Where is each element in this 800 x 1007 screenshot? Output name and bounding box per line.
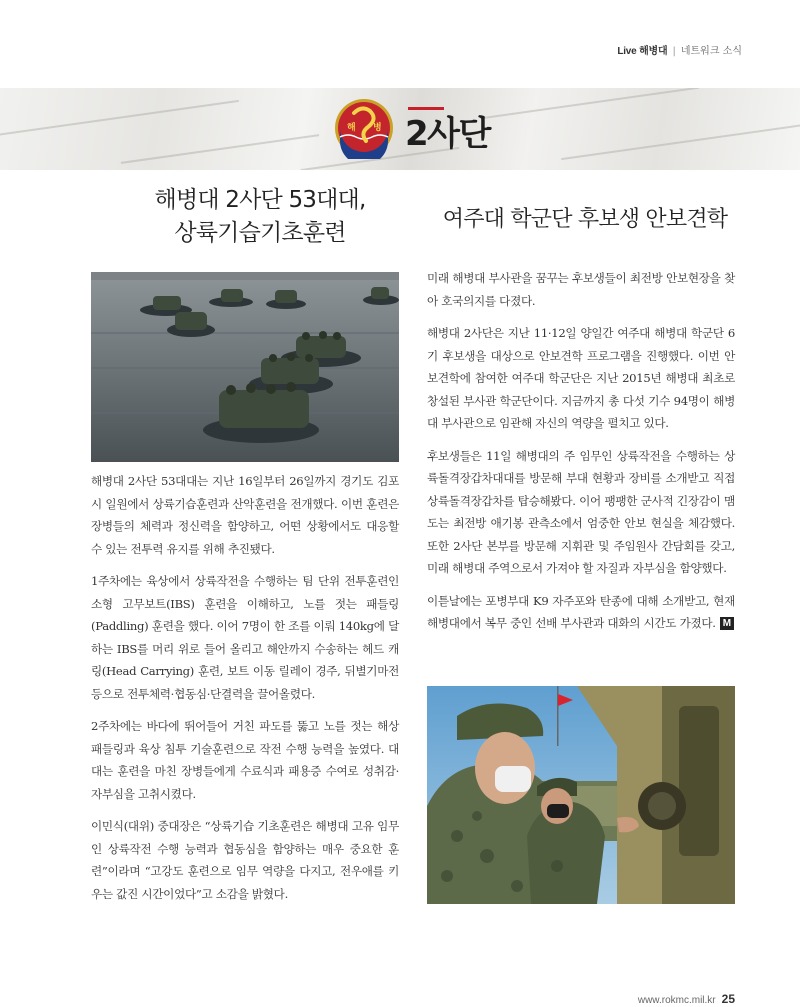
- division-title: 2사단: [405, 114, 490, 154]
- right-paragraph-1: 미래 해병대 부사관을 꿈꾸는 후보생들이 최전방 안보현장을 찾아 호국의지를 다졌다.: [427, 271, 735, 308]
- left-paragraph-1: 해병대 2사단 53대대는 지난 16일부터 26일까지 경기도 김포시 일원에서 상륙기습훈련과 산악훈련을 전개했다. 이번 훈련은 장병들의 체력과 정신력을 함양하고, 어떤 상황에서도 대응할 수 있는 전투력 유지를 위해 추진됐다.: [91, 474, 399, 556]
- emblem-text-right: 병: [373, 123, 382, 133]
- left-paragraph-4: 이민식(대위) 중대장은 “상륙기습 기초훈련은 해병대 고유 임무인 상륙작전 수행 능력과 협동심을 함양하는 매우 중요한 훈련”이라며 “고강도 훈련으로 임무 역량을 다지고, 전우애를 키우는 값진 시간이었다”고 소감을 밝혔다.: [91, 819, 399, 901]
- security-tour-photo: [427, 686, 735, 904]
- left-paragraph-2: 1주차에는 육상에서 상륙작전을 수행하는 팀 단위 전투훈련인 소형 고무보트(IBS) 훈련을 이해하고, 노를 젓는 패들링(Paddling) 훈련을 했다. 이어 7명이 한 조를 이뤄 140kg에 달하는 IBS를 머리 위로 들어 올리고 해안까지 수송하는 헤드 캐링(Head Carrying) 훈련, 보트 이동 릴레이 경주, 뒤별기마전 등으로 전투체력·협동심·단결력을 끌어올렸다.: [91, 574, 399, 701]
- right-paragraph-4-text: 이튿날에는 포병부대 K9 자주포와 탄종에 대해 소개받고, 현재 해병대에서 복무 중인 선배 부사관과 대화의 시간도 가졌다.: [427, 593, 735, 630]
- marine-division-emblem: [334, 97, 394, 159]
- page-number: 25: [721, 992, 735, 1006]
- right-article-body: [427, 267, 735, 645]
- left-paragraph-3: 2주차에는 바다에 뛰어들어 거친 파도를 뚫고 노를 젓는 해상 패들링과 육상 침투 기술훈련으로 작전 수행 능력을 높였다. 대대는 훈련을 마친 장병들에게 수료식과 패용증 수여로 성취감·자부심을 고취시켰다.: [91, 719, 399, 801]
- left-headline-line2: 상륙기습기초훈련: [174, 220, 346, 246]
- right-paragraph-2: 해병대 2사단은 지난 11·12일 양일간 여주대 해병대 학군단 6기 후보생을 대상으로 안보견학 프로그램을 진행했다. 이번 안보견학에 참여한 여주대 학군단은 지난 2015년 해병대 최초로 창설된 부사관 학군단이다. 지금까지 총 다섯 기수 94명이 해병대 부사관으로 임관해 자신의 역량을 펼치고 있다.: [427, 326, 735, 430]
- header-divider: |: [672, 46, 676, 57]
- emblem-text-left: 해: [347, 123, 356, 133]
- section-name: Live 해병대: [617, 46, 668, 57]
- section-header: [617, 42, 742, 57]
- division-banner: [0, 88, 800, 170]
- right-paragraph-3: 후보생들은 11일 해병대의 주 임무인 상륙작전을 수행하는 상륙돌격장갑차대대를 방문해 부대 현황과 장비를 소개받고 직접 상륙돌격장갑차를 탑승해봤다. 이어 팽팽한 군사적 긴장감이 맴도는 최전방 애기봉 관측소에서 엄중한 안보 현실을 체감했다. 또한 2사단 본부를 방문해 지휘관 및 주임원사 간담회를 갖고, 미래 해병대 주역으로서 가져야 할 자질과 자부심을 함양했다.: [427, 448, 735, 575]
- footer-url: www.rokmc.mil.kr: [637, 995, 716, 1006]
- left-headline-line1: 해병대 2사단 53대대,: [154, 187, 366, 213]
- right-article-headline: 여주대 학군단 후보생 안보견학: [442, 207, 728, 232]
- left-article-body: [91, 470, 399, 915]
- subsection-name: 네트워크 소식: [680, 46, 742, 57]
- left-article-headline: [100, 184, 420, 250]
- right-paragraph-4: [427, 590, 735, 635]
- title-accent-bar: [408, 107, 444, 110]
- ibs-training-photo: [91, 272, 399, 462]
- page-footer: [638, 988, 735, 1007]
- article-end-mark: M: [720, 617, 734, 630]
